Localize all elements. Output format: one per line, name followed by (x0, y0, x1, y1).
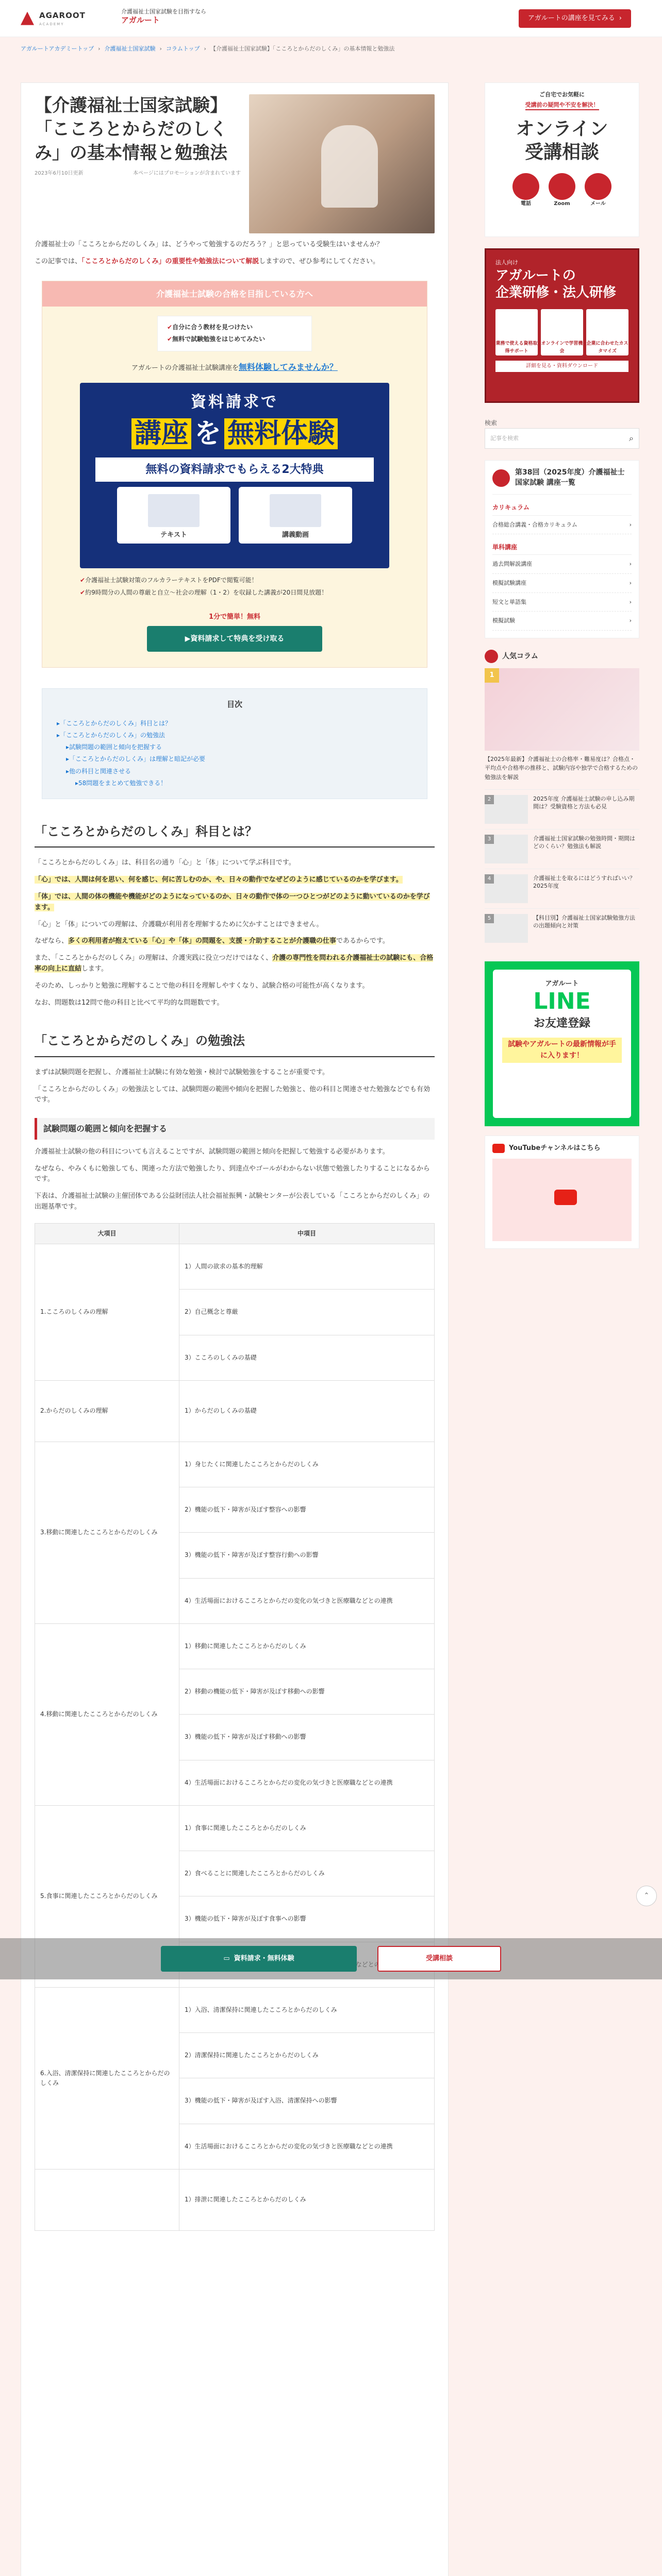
major-item: 2.からだのしくみの理解 (35, 1380, 179, 1442)
corporate-training-ad[interactable] (485, 248, 639, 403)
course-cta-label: アガルートの講座を見てみる (527, 14, 615, 22)
major-item: 4.移動に関連したこころとからだのしくみ (35, 1623, 179, 1805)
logo-text: AGAROOT (39, 11, 86, 20)
site-tagline (121, 8, 206, 26)
search-label: 検索 (485, 419, 498, 427)
mid-item: 3）機能の低下・障害が及ぼす入浴、清潔保持への影響 (179, 2078, 434, 2124)
course-item-label: 過去問解説講座 (492, 561, 532, 568)
chevron-right-icon: › (629, 561, 632, 568)
mid-items (179, 1244, 435, 1380)
course-item-label: 模擬試験 (492, 617, 515, 624)
consult-ad-title (494, 117, 630, 164)
mid-item: 2）移動の機能の低下・障害が及ぼす移動への影響 (179, 1669, 434, 1715)
icon-label: Zoom (554, 201, 570, 207)
rank-badge: 3 (485, 835, 494, 844)
toc-item[interactable]: ▸ 「こころとからだのしくみ」は理解と暗記が必要 (57, 753, 412, 765)
line-banner-note: 試験やアガルートの最新情報が手に入ります！ (502, 1038, 622, 1063)
cta-check-item: ✔ 自分に合う教材を見つけたい (167, 321, 302, 333)
banner-word-particle: を (194, 418, 221, 450)
mid-item: 3）こころのしくみの基礎 (185, 1353, 257, 1361)
benefit-card-video: 講義動画 (239, 487, 352, 544)
popular-title: 人気コラム (502, 652, 538, 660)
icon-label: メール (590, 201, 606, 207)
consult-ad-title-1: オンライン (516, 118, 608, 140)
table-of-contents (42, 688, 427, 799)
search-placeholder: 記事を検索 (490, 435, 519, 442)
trial-cta-box (42, 281, 427, 668)
cta-lead-text: アガルートの介護福祉士試験講座を (131, 364, 239, 372)
popular-item-title: 介護福祉士国家試験の勉強時間・期間はどのくらい？勉強法も解説 (533, 835, 635, 850)
corp-ad-tag: 法人向け (495, 259, 518, 266)
mid-items (179, 2169, 435, 2230)
course-item-label: 模擬試験講座 (492, 579, 526, 586)
site-logo[interactable] (21, 9, 86, 27)
body-paragraph: 「こころとからだのしくみ」は、科目名の通り「心」と「体」について学ぶ科目です。 (35, 859, 295, 867)
body-paragraph: 「こころとからだのしくみ」の勉強法としては、試験問題の範囲や傾向を把握した勉強と、他の科目と関連させた勉強などでも有効です。 (35, 1085, 431, 1104)
table-header: 中項目 (179, 1223, 435, 1244)
mid-item: 2）清潔保持に関連したこころとからだのしくみ (179, 2033, 434, 2078)
logo-mark-icon (21, 12, 34, 25)
breadcrumb-item-current: 【介護福祉士国家試験】「こころとからだのしくみ」の基本情報と勉強法 (210, 45, 395, 52)
search-input[interactable] (485, 428, 639, 449)
course-item[interactable] (492, 612, 632, 631)
request-materials-button[interactable]: ▶資料請求して特典を受け取る (147, 626, 322, 652)
intro-highlight: 「こころとからだのしくみ」の重要性や勉強法について解説 (81, 257, 259, 265)
line-banner-logo: LINE (533, 988, 591, 1015)
scroll-top-button[interactable]: ⌃ (636, 1886, 657, 1906)
cta-note: 1分で簡単！無料 (208, 613, 261, 621)
highlight-text: 「体」では、人間の体の機能や機能がどのようになっているのか、日々の動作で体の一つひとつがどのように動いているのかを学びます。 (35, 893, 430, 911)
section-heading-study: 「こころとからだのしくみ」の勉強法 (35, 1029, 435, 1057)
cta-lead-link[interactable]: 無料体験してみませんか？ (238, 362, 338, 372)
hero-image (249, 94, 435, 233)
phone-icon (512, 173, 539, 200)
course-icon (492, 469, 510, 487)
mid-item: 1）身じたくに関連したこころとからだのしくみ (179, 1442, 434, 1487)
page-title: 【介護福祉士国家試験】「こころとからだのしくみ」の基本情報と勉強法 (35, 95, 227, 163)
rank-badge: 1 (485, 668, 499, 683)
popular-item[interactable] (485, 869, 639, 908)
intro-paragraph-2 (35, 257, 435, 267)
youtube-widget (485, 1136, 639, 1249)
body-paragraph (35, 875, 435, 886)
course-item[interactable] (492, 593, 632, 612)
subsection-heading: 試験問題の範囲と傾向を把握する (35, 1118, 435, 1140)
breadcrumb-item-column[interactable]: コラムトップ (166, 45, 200, 52)
mid-item: 1）移動に関連したこころとからだのしくみ (179, 1624, 434, 1669)
body-text: また、「こころとからだのしくみ」の理解は、介護実践に役立つだけではなく、 (35, 954, 273, 962)
thumbnail (485, 835, 528, 863)
mid-item: 2）食べることに関連したこころとからだのしくみ (179, 1851, 434, 1896)
body-paragraph: 「心」と「体」についての理解は、介護職が利用者を理解するために欠かすことはできません。 (35, 920, 323, 928)
breadcrumb-item-exam[interactable]: 介護福祉士国家試験 (104, 45, 156, 52)
intro-text-a: この記事では、 (35, 257, 82, 265)
body-paragraph: まずは試験問題を把握し、介護福祉士試験に有効な勉強・検討で試験勉強をすることが重要です。 (35, 1068, 329, 1076)
highlight-text: 「心」では、人間は何を思い、何を感じ、何に苦しむのか、や、日々の動作でなぜどのように感じているのかを学びます。 (35, 876, 403, 884)
popular-item[interactable] (485, 908, 639, 948)
update-date: 2023年6月10日更新 (35, 170, 84, 176)
mid-item: 1）排泄に関連したこころとからだのしくみ (185, 2196, 306, 2204)
body-paragraph (35, 936, 435, 947)
rank-badge: 2 (485, 795, 494, 804)
thumbnail (485, 874, 528, 903)
thumbnail (485, 795, 528, 824)
intro-paragraph-1: 介護福祉士の「こころとからだのしくみ」は、どうやって勉強するのだろう？」と思っている受験生はいませんか？ (35, 241, 384, 248)
mid-item: 2）自己概念と尊厳 (179, 1290, 434, 1335)
course-cta-button[interactable] (519, 9, 631, 28)
corp-ad-link: 詳細を見る・資料ダウンロード (495, 361, 628, 372)
tagline-brand: アガルート (121, 15, 160, 25)
cta-checklist (157, 316, 312, 351)
consult-ad-small: ご自宅でお気軽に (539, 91, 585, 98)
body-paragraph (35, 953, 435, 975)
course-list-title: 第38回（2025年度）介護福祉士国家試験 講座一覧 (515, 468, 625, 487)
course-section: カリキュラム (492, 503, 632, 515)
corp-ad-feature: 業務で使える資格取得サポート (495, 309, 538, 355)
major-item: 3.移動に関連したこころとからだのしくみ (35, 1442, 179, 1623)
mail-icon (585, 173, 611, 200)
featured-thumbnail[interactable] (485, 668, 639, 751)
mid-items (179, 1623, 435, 1805)
promo-note: 本ページにはプロモーションが含まれています (133, 170, 241, 176)
fixed-consult-button[interactable] (377, 1946, 501, 1972)
consult-ad[interactable] (485, 82, 639, 237)
corp-ad-title-1: アガルートの (495, 267, 576, 283)
mid-item: 4）生活場面におけるこころとからだの変化の気づきと医療職などとの連携 (185, 1597, 393, 1604)
banner-sub-text: 無料の資料請求でもらえる2大特典 (95, 457, 374, 482)
fixed-request-label: 資料請求・無料体験 (234, 1954, 294, 1962)
breadcrumb-sep-icon: › (159, 45, 162, 52)
chevron-right-icon: › (629, 598, 632, 605)
mid-items (179, 1380, 435, 1442)
cta-lead (42, 361, 427, 374)
table-header: 大項目 (35, 1223, 179, 1244)
mid-item: 1）からだのしくみの基礎 (185, 1407, 257, 1415)
featured-title[interactable]: 【2025年最新】介護福祉士の合格率・難易度は？合格点・平均点や合格率の推移と、試験内容や独学で合格するための勉強法を解説 (485, 755, 638, 781)
banner-word-trial: 無料体験 (224, 418, 338, 449)
mid-item: 1）食事に関連したこころとからだのしくみ (179, 1806, 434, 1851)
video-icon (549, 173, 575, 200)
mid-item: 2）機能の低下・障害が及ぼす整容への影響 (179, 1487, 434, 1533)
mid-item: 1）人間の欲求の基本的理解 (179, 1244, 434, 1290)
highlight-text: 介護の専門性を問われる介護福祉士の試験にも、合格率の向上に直結 (35, 954, 434, 973)
youtube-thumbnail[interactable] (492, 1159, 632, 1241)
course-item[interactable] (492, 555, 632, 574)
table-row (35, 2169, 435, 2230)
body-paragraph: 下表は、介護福祉士試験の主催団体である公益財団法人社会福祉振興・試験センターが公表している「こころとからだのしくみ」の出題基準です。 (35, 1192, 430, 1211)
banner-main-text (80, 418, 389, 450)
chevron-right-icon: › (629, 521, 632, 528)
fixed-cta-bar (0, 1938, 662, 1979)
popular-item[interactable] (485, 789, 639, 829)
breadcrumb (21, 44, 394, 54)
consult-ad-catch: 受講前の疑問や不安を解決！ (525, 100, 599, 111)
benefit-points (80, 574, 389, 598)
body-paragraph: なぜなら、やみくもに勉強しても、関連った方法で勉強したり、到達点やゴールがわからない状態で勉強したりすることになるからです。 (35, 1164, 430, 1183)
tagline-small: 介護福祉士国家試験を目指すなら (121, 8, 206, 15)
intro-text-c: しますので、ぜひ参考にしてください。 (259, 257, 380, 265)
body-paragraph: 介護福祉士試験の他の科目についても言えることですが、試験問題の範囲と傾向を把握して勉強する必要があります。 (35, 1147, 389, 1156)
major-item: 1.こころのしくみの理解 (35, 1244, 179, 1380)
course-item-label: 短文と単語集 (492, 598, 526, 605)
course-item[interactable] (492, 516, 632, 535)
search-icon[interactable]: ⌕ (629, 433, 634, 444)
toc-item[interactable]: ▸ 「こころとからだのしくみ」の勉強法 (57, 730, 412, 741)
popular-item-title: 【科目別】介護福祉士国家試験勉強方法の出題傾向と対策 (533, 914, 635, 929)
mid-item: 3）機能の低下・障害が及ぼす移動への影響 (179, 1715, 434, 1760)
benefit-point: ✔ 約9時間分の人間の尊厳と自立〜社会の理解（1・2）を収録した講義が20日間見放題！ (80, 587, 389, 599)
rank-badge: 5 (485, 914, 494, 923)
line-friend-banner[interactable] (485, 961, 639, 1126)
corp-ad-title-2: 企業研修・法人研修 (495, 285, 617, 301)
cta-heading: 介護福祉士試験の合格を目指している方へ (42, 281, 427, 307)
youtube-title: YouTubeチャンネルはこちら (509, 1144, 601, 1152)
course-list (485, 460, 639, 638)
banner-top-text: 資料請求で (191, 393, 278, 412)
body-text: なぜなら、 (35, 937, 69, 945)
body-paragraph: そのため、しっかりと勉強に理解することで他の科目を理解しやすくなり、試験合格の可能性が高くなります。 (35, 981, 369, 990)
play-icon (554, 1190, 577, 1205)
mid-item: 3）機能の低下・障害が及ぼす整容行動への影響 (179, 1533, 434, 1578)
chevron-right-icon: › (629, 617, 632, 624)
popular-columns (485, 650, 639, 948)
youtube-icon (492, 1144, 505, 1153)
toc-item[interactable]: ▸ 「こころとからだのしくみ」科目とは？ (57, 718, 412, 730)
toc-item[interactable]: ▸ 58問題をまとめて勉強できる！ (57, 777, 412, 789)
mid-item: 1）入浴、清潔保持に関連したこころとからだのしくみ (179, 1988, 434, 2033)
corp-ad-feature: オンラインで学習機会 (541, 309, 583, 355)
toc-item[interactable]: ▸ 他の科目と関連させる (57, 766, 412, 777)
popular-item-title: 介護福祉士を取るにはどうすればいい？2025年度 (533, 874, 635, 890)
course-item-label: 合格総合講義・合格カリキュラム (492, 521, 577, 528)
table-row (35, 1623, 435, 1805)
table-row (35, 1987, 435, 2169)
popular-item-title: 2025年度 介護福祉士試験の申し込み期間は？受験資格と方法も必見 (533, 795, 635, 810)
rank-badge: 4 (485, 874, 494, 884)
mid-items (179, 1987, 435, 2169)
thumbnail (485, 914, 528, 943)
line-banner-brand: アガルート (545, 979, 579, 988)
fixed-request-button[interactable] (161, 1946, 357, 1972)
table-row (35, 1244, 435, 1380)
major-item: 5.食事に関連したこころとからだのしくみ (35, 1805, 179, 1987)
cta-check-item: ✔ 無料で試験勉強をはじめてみたい (167, 333, 302, 345)
book-icon: ▭ (223, 1954, 230, 1962)
section-heading-subject: 「こころとからだのしくみ」科目とは？ (35, 820, 435, 848)
mid-item: 4）生活場面におけるこころとからだの変化の気づきと医療職などとの連携 (185, 1778, 393, 1786)
logo-sub: ACADEMY (39, 22, 64, 26)
highlight-text: 多くの利用者が抱えている「心」や「体」の問題を、支援・介助することが介護職の仕事 (68, 937, 337, 945)
toc-item[interactable]: ▸ 試験問題の範囲と傾向を把握する (57, 741, 412, 753)
fixed-consult-label: 受講相談 (425, 1954, 453, 1962)
benefit-point: ✔ 介護福祉士試験対策のフルカラーテキストをPDFで閲覧可能！ (80, 574, 389, 586)
benefit-card-text: テキスト (117, 487, 230, 544)
top-header (0, 0, 662, 37)
body-text: します。 (81, 965, 108, 973)
consult-ad-title-2: 受講相談 (524, 142, 599, 163)
major-item: 6.入浴、清潔保持に関連したこころとからだのしくみ (35, 1987, 179, 2169)
breadcrumb-sep-icon: › (98, 45, 101, 52)
mid-item: 3）機能の低下・障害が及ぼす食事への影響 (179, 1896, 434, 1942)
major-item (35, 2169, 179, 2230)
chevron-right-icon: › (629, 579, 632, 586)
breadcrumb-item-top[interactable]: アガルートアカデミートップ (21, 45, 94, 52)
crown-icon (485, 650, 498, 663)
course-section: 単科講座 (492, 543, 632, 555)
corp-ad-title (495, 267, 628, 302)
article-container (21, 82, 449, 2576)
trial-banner[interactable] (80, 383, 389, 568)
mid-items (179, 1442, 435, 1623)
body-paragraph (35, 892, 435, 913)
course-item[interactable] (492, 574, 632, 593)
exam-criteria-table (35, 1223, 435, 2231)
body-text: であるからです。 (336, 937, 389, 945)
mid-item: 4）生活場面におけるこころとからだの変化の気づきと医療職などとの連携 (185, 2142, 393, 2150)
line-banner-title: お友達登録 (533, 1016, 590, 1030)
toc-title: 目次 (226, 699, 242, 709)
corp-ad-feature: 企業に合わせたカスタマイズ (586, 309, 628, 355)
body-paragraph: なお、問題数は12問で他の科目と比べて平均的な問題数です。 (35, 998, 224, 1007)
icon-label: 電話 (521, 201, 531, 207)
breadcrumb-sep-icon: › (204, 45, 206, 52)
chevron-right-icon: › (619, 14, 622, 22)
table-row (35, 1380, 435, 1442)
sidebar (485, 82, 639, 1249)
popular-item[interactable] (485, 829, 639, 869)
banner-word-course: 講座 (131, 418, 191, 449)
table-row (35, 1442, 435, 1623)
